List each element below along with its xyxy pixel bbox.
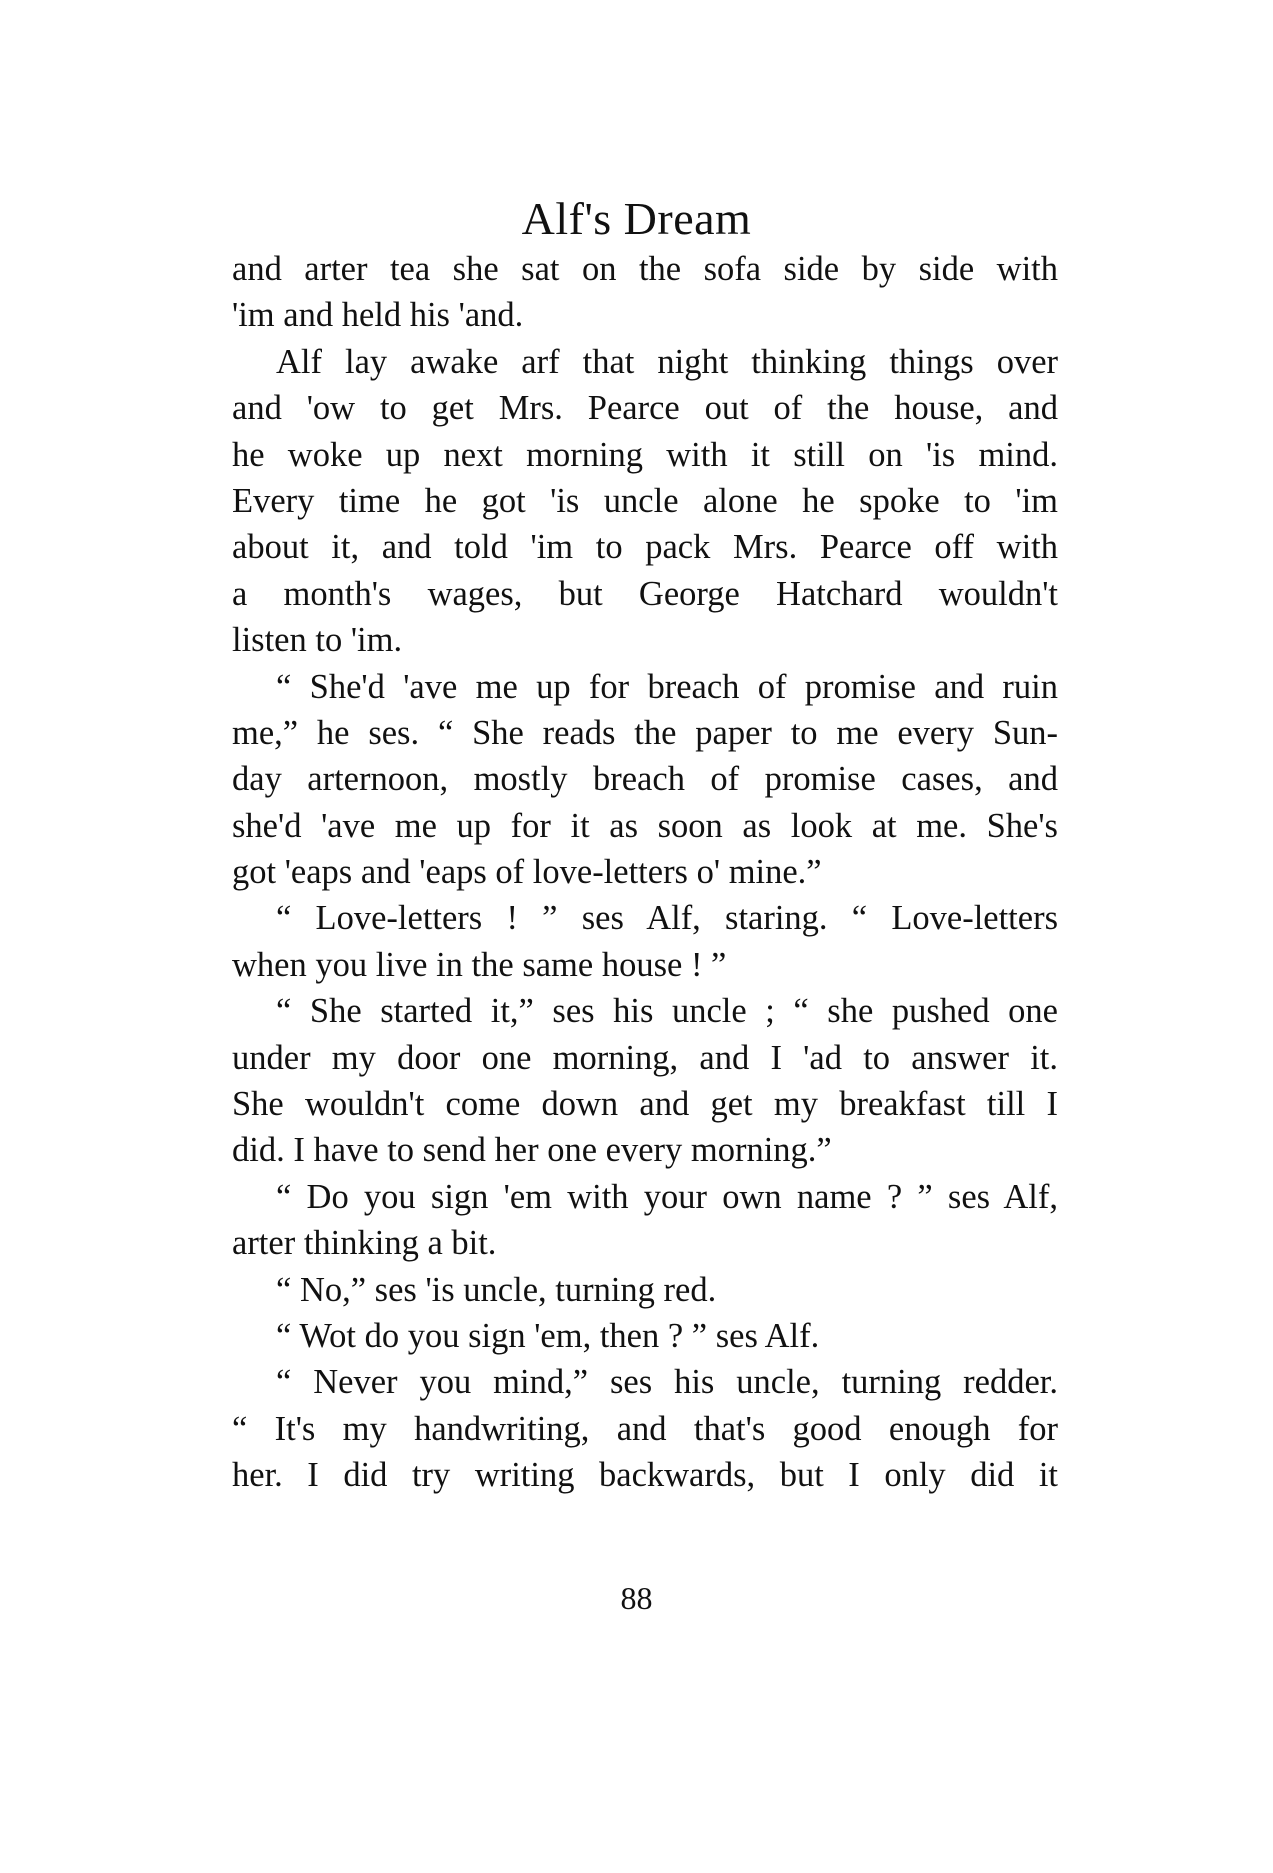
text-line: when you live in the same house ! ”: [232, 945, 727, 984]
text-line: “ She started it,” ses his uncle ; “ she pushed one: [276, 992, 1058, 1031]
text-line: me,” he ses. “ She reads the paper to me every Sun-: [232, 713, 1058, 752]
text-line: about it, and told 'im to pack Mrs. Pearce off with: [232, 528, 1058, 567]
text-line: Every time he got 'is uncle alone he spoke to 'im: [232, 481, 1058, 520]
text-line: “ Never you mind,” ses his uncle, turning redder.: [276, 1363, 1058, 1402]
text-line: and 'ow to get Mrs. Pearce out of the house, and: [232, 389, 1058, 428]
text-line: 'im and held his 'and.: [232, 296, 524, 335]
text-line: day arternoon, mostly breach of promise cases, and: [232, 760, 1058, 799]
text-line: Alf lay awake arf that night thinking things over: [276, 342, 1058, 381]
text-line: “ No,” ses 'is uncle, turning red.: [276, 1270, 717, 1309]
page-number: 88: [620, 1580, 653, 1616]
text-line: listen to 'im.: [232, 621, 403, 660]
text-line: she'd 'ave me up for it as soon as look at me. She's: [232, 806, 1058, 845]
text-line: “ It's my handwriting, and that's good enough for: [232, 1409, 1058, 1448]
text-line: he woke up next morning with it still on 'is mind.: [232, 435, 1058, 474]
text-line: her. I did try writing backwards, but I only did it: [232, 1456, 1058, 1495]
text-line: “ Love-letters ! ” ses Alf, staring. “ Love-letters: [276, 899, 1058, 938]
text-line: and arter tea she sat on the sofa side by side with: [232, 250, 1058, 288]
running-head: Alf's Dream: [521, 193, 752, 244]
text-line: a month's wages, but George Hatchard wouldn't: [232, 574, 1058, 613]
body-text: [232, 246, 1058, 1499]
text-line: did. I have to send her one every morning.”: [232, 1131, 832, 1170]
text-line: She wouldn't come down and get my breakfast till I: [232, 1085, 1058, 1124]
text-line: “ She'd 'ave me up for breach of promise and ruin: [276, 667, 1058, 706]
text-line: got 'eaps and 'eaps of love-letters o' mine.”: [232, 853, 822, 892]
text-line: “ Wot do you sign 'em, then ? ” ses Alf.: [276, 1316, 820, 1355]
text-line: under my door one morning, and I 'ad to answer it.: [232, 1038, 1058, 1077]
text-line: arter thinking a bit.: [232, 1224, 497, 1263]
text-line: “ Do you sign 'em with your own name ? ” ses Alf,: [276, 1177, 1058, 1216]
